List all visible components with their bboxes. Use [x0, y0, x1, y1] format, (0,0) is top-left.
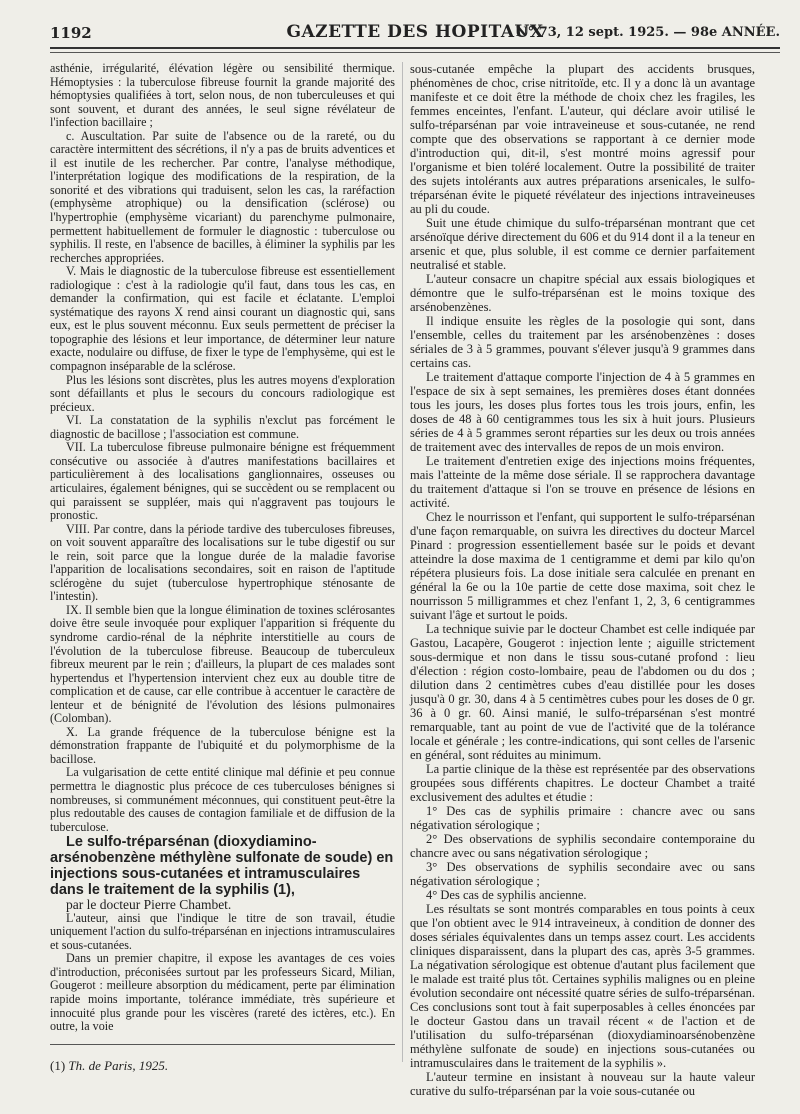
footnote-marker: (1) — [50, 1058, 66, 1073]
paragraph: Dans un premier chapitre, il expose les avantages de ces voies d'introduction, préconisées surtout par les professeurs Sicard, Milian, Gougerot : meilleure absorption du médicament, perte par élimination rapide moins importante, tolérance immédiate, très supérieure et innocuité plus grande pour les viscères (rareté des ictères, etc.). En outre, la voie — [50, 951, 395, 1034]
paragraph: VI. La constatation de la syphilis n'exclut pas forcément le diagnostic de bacillose ; l'association est commune. — [50, 413, 395, 441]
paragraph: Le traitement d'entretien exige des injections moins fréquentes, mais l'atteinte de la même dose sériale. Il se rapprochera davantage du traitement d'attaque si l'on se trouve en présence de lésions en activité. — [410, 454, 755, 510]
paragraph: Chez le nourrisson et l'enfant, qui supportent le sulfo-tréparsénan d'une façon remarquable, on suivra les directives du docteur Marcel Pinard : progression essentiellement basée sur le poids et devant atteindre la dose maxima de 1 centigramme et demi par kilo qu'on répétera plusieurs fois. La dose initiale sera calculée en prenant en général la 6e ou la 10e partie de cette dose maxima, soit chez le nourrisson 5 milligrammes et chez l'enfant 1, 2, 3, 6 centigrammes suivant l'âge et surtout le poids. — [410, 510, 755, 622]
list-item: 4° Des cas de syphilis ancienne. — [426, 888, 587, 902]
column-divider — [402, 62, 403, 1062]
article-title: Le sulfo-tréparsénan (dioxydiamino-arsénobenzène méthylène sulfonate de soude) en injections sous-cutanées et intramusculaires dans le traitement de la syphilis (1), — [50, 834, 394, 899]
paragraph: VII. La tuberculose fibreuse pulmonaire bénigne est fréquemment consécutive ou associée à d'autres manifestations bacillaires et particulièrement à des localisations ganglionnaires, osseuses ou articulaires, également bénignes, qui se succèdent ou se remplacent ou qui paraissent se suppléer, mais qui n'aggravent pas toujours le pronostic. — [50, 440, 395, 523]
paragraph: L'auteur consacre un chapitre spécial aux essais biologiques et démontre que le sulfo-tréparsénan est le moins toxique des arsénobenzènes. — [410, 272, 755, 314]
paragraph: Le traitement d'attaque comporte l'injection de 4 à 5 grammes en l'espace de six à sept semaines, les premières doses étant données tous les jours, les doses plus fortes tous les trois jours, enfin, les doses de 48 à 60 centigrammes tous les six à huit jours. Plusieurs séries de 4 à 5 grammes seront réparties sur les deux ou trois années de traitement avec des intervalles de repos de un mois environ. — [410, 370, 755, 454]
right-column — [410, 62, 755, 1098]
left-column — [50, 62, 395, 1034]
paragraph: Les résultats se sont montrés comparables en tous points à ceux que l'on obtient avec le 914 intraveineux, à condition de donner des doses sériales équivalentes dans un temps assez court. Les accidents cliniques disparaissent, dans la plupart des cas, après 3-5 grammes. La négativation sérologique est obtenue d'autant plus facilement que le malade est traité plus tôt. Certaines syphilis malignes ou en pleine évolution secondaire ont nécessité quatre séries de sulfo-tréparsénan. Ces conclusions sont tout à fait superposables à celles énoncées par le docteur Gastou dans un travail récent « de l'action et de l'utilisation du sulfo-tréparsénan (dioxydiaminoarsénobenzène méthylène sulfonate de soude) en injections sous-cutanées ou intramusculaires dans le traitement de la syphilis ». — [410, 902, 756, 1070]
list-item: 2° Des observations de syphilis secondaire contemporaine du chancre avec ou sans négativation sérologique ; — [410, 832, 755, 860]
paragraph: IX. Il semble bien que la longue élimination de toxines sclérosantes doive être seule invoquée pour expliquer l'apparition si fréquente du syndrome cardio-rénal de la néphrite interstitielle au cours de l'évolution de la tuberculose fibreuse. Beaucoup de tuberculeux fibreux meurent par le rein ; d'ailleurs, la plupart de ces malades sont hypertendus et l'hypertension intervient chez eux au double titre de complication et de cause, car elle contribue à accentuer le caractère de lenteur et de bénignité de l'évolution des lésions pulmonaires (Colomban). — [50, 602, 395, 726]
header-rule-thin — [50, 52, 780, 53]
paragraph: Plus les lésions sont discrètes, plus les autres moyens d'exploration sont défaillants et plus le secours du concours radiologique est précieux. — [50, 372, 395, 414]
paragraph: La vulgarisation de cette entité clinique mal définie et peu connue permettra le diagnostic plus précoce de ces tuberculoses bénignes si nombreuses, si communément méconnues, qui constituent peut-être la plus redoutable des causes de contagion familiale et de diffusion de la tuberculose. — [50, 765, 395, 834]
footnote-text: Th. de Paris, 1925. — [68, 1058, 169, 1073]
footnote — [50, 1058, 168, 1074]
paragraph: asthénie, irrégularité, élévation légère ou sensibilité thermique. Hémoptysies : la tuberculose fibreuse fournit la grande majorité des hémoptysies qualifiées à tort, selon nous, de non tuberculeuses et qui sont souvent, et durant des années, le seul signe révélateur de l'infection bacillaire ; — [50, 61, 395, 130]
issue-info: N° 73, 12 sept. 1925. — 98e ANNÉE. — [515, 25, 780, 40]
journal-title: GAZETTE DES HOPITAUX — [286, 22, 544, 42]
footnote-rule — [50, 1044, 395, 1045]
paragraph: L'auteur termine en insistant à nouveau sur la haute valeur curative du sulfo-tréparsénan par la voie sous-cutanée ou — [410, 1070, 755, 1098]
list-item: 1° Des cas de syphilis primaire : chancre avec ou sans négativation sérologique ; — [410, 804, 755, 832]
paragraph: L'auteur, ainsi que l'indique le titre de son travail, étudie uniquement l'action du sulfo-tréparsénan en injections intramusculaires et sous-cutanées. — [50, 910, 395, 952]
list-item: 3° Des observations de syphilis secondaire avec ou sans négativation sérologique ; — [410, 860, 755, 888]
paragraph: VIII. Par contre, dans la période tardive des tuberculoses fibreuses, on voit souvent apparaître des localisations sur le tube digestif ou sur le rein, soit parce que la longue durée de la maladie favorise l'apparition de localisations secondaires, soit en raison de l'aptitude sclérogène du sujet (tuberculose hypertrophique sténosante de l'intestin). — [50, 521, 395, 604]
page-header — [50, 20, 780, 46]
page-number: 1192 — [50, 24, 92, 42]
paragraph: Il indique ensuite les règles de la posologie qui sont, dans l'ensemble, celles du traitement par les arsénobenzènes : doses sériales de 3 à 5 grammes, pouvant s'élever jusqu'à 9 grammes dans certains cas. — [410, 314, 755, 370]
paragraph: La technique suivie par le docteur Chambet est celle indiquée par Gastou, Lacapère, Gougerot : injection lente ; aiguille strictement sous-dermique et non dans le tissu sous-cutané profond : lieu d'élection : région costo-lombaire, peau de l'abdomen ou du dos ; dilution dans 2 centimètres cubes d'eau distillée pour les doses jusqu'à 0 gr. 30, dans 4 à 5 centimètres cubes pour les doses de 0 gr. 36 à 0 gr. 60. Ainsi manié, le sulfo-tréparsénan s'est montré remarquable, tant au point de vue de l'activité que de la tolérance locale et générale ; les contre-indications, qui sont celles de l'arsenic en général, sont réduites au minimum. — [410, 622, 755, 762]
paragraph: V. Mais le diagnostic de la tuberculose fibreuse est essentiellement radiologique : c'est à la radiologie qu'il faut, dans tous les cas, en demander la confirmation, qui est facile et éclatante. L'emploi systématique des rayons X rend ainsi courant un diagnostic qui, sans eux, est le plus souvent méconnu. Eux seuls permettent de préciser la topographie des lésions et leur importance, de déterminer leur nature exacte, nodulaire ou diffuse, de fixer le type de l'emphysème, qui est le compagnon inséparable de la sclérose. — [50, 264, 395, 374]
article-author: par le docteur Pierre Chambet. — [66, 897, 232, 913]
paragraph: Suit une étude chimique du sulfo-tréparsénan montrant que cet arsénoïque dérive directement du 606 et du 914 dont il a la teneur en arsenic et que, plus soluble, il est comme ce dernier parfaitement neutralisé et stable. — [410, 216, 755, 272]
header-rule — [50, 47, 780, 49]
paragraph: c. Auscultation. Par suite de l'absence ou de la rareté, ou du caractère intermittent des sécrétions, il n'y a pas de bruits adventices et il est inutile de les rechercher. Par contre, l'analyse méthodique, l'interprétation logique des modifications de la respiration, de la sonorité et des vibrations qui traduisent, selon les cas, la raréfaction (emphysème atrophique) ou la densification (sclérose) ou l'hypertrophie (emphysème vicariant) du parenchyme pulmonaire, permettent habituellement de formuler le diagnostic : tuberculose ou syphilis. Il reste, en l'absence de bacilles, à éliminer la syphilis par les recherches appropriées. — [50, 128, 395, 265]
paragraph: sous-cutanée empêche la plupart des accidents brusques, phénomènes de choc, crise nitritoïde, etc. Il y a donc là un avantage manifeste et ce doit être la méthode de choix chez les fragiles, les femmes enceintes, l'enfant. L'auteur, qui déclare avoir utilisé le sulfo-tréparsénan par voie intraveineuse et sous-cutanée, ne rend compte que des observations se rapportant à ce dernier mode d'introduction qui, dit-il, s'est montré moins agressif pour l'organisme et bien toléré localement. Outre la possibilité de traiter des sujets intolérants aux autres préparations arsenicales, le sulfo-tréparsénan évite le piqueté révélateur des injections intraveineuses au pli du coude. — [410, 62, 755, 216]
paragraph: La partie clinique de la thèse est représentée par des observations groupées sous différents chapitres. Le docteur Chambet a traité exclusivement des adultes et étudie : — [410, 762, 755, 804]
paragraph: X. La grande fréquence de la tuberculose bénigne est la démonstration frappante de l'ubiquité et du polymorphisme de la bacillose. — [50, 724, 395, 766]
